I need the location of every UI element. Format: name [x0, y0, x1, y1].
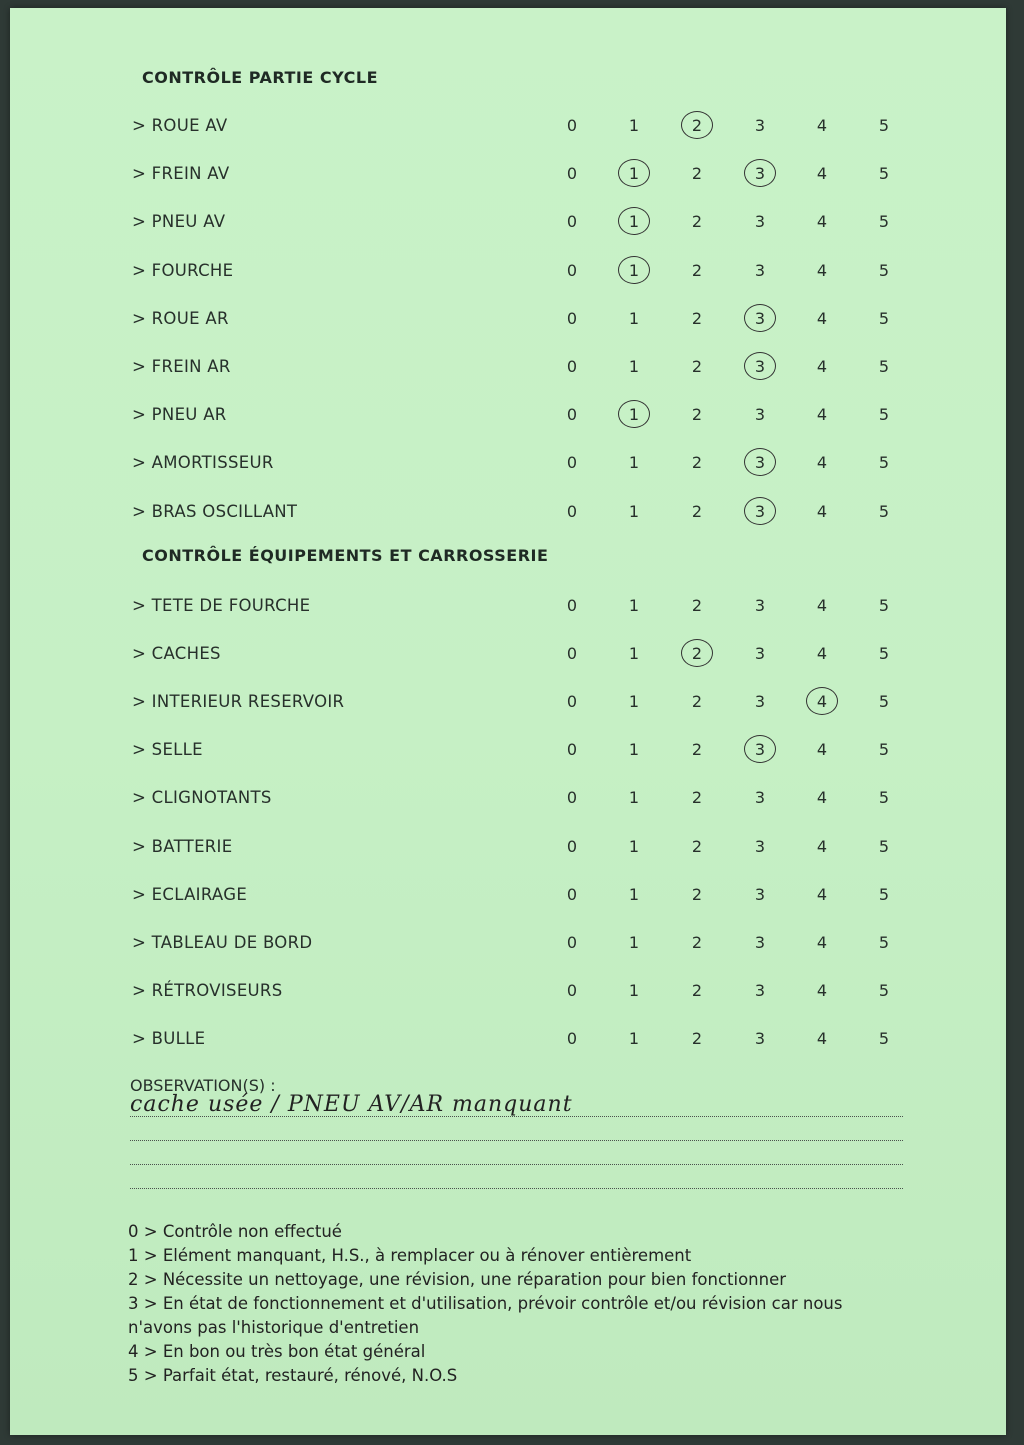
legend-line: 0 > Contrôle non effectué — [128, 1222, 342, 1241]
score-option[interactable]: 2 — [691, 932, 703, 952]
score-option[interactable]: 4 — [816, 164, 828, 184]
score-option[interactable]: 2 — [691, 596, 703, 615]
score-option[interactable]: 5 — [878, 308, 890, 328]
score-circled[interactable]: 2 — [685, 116, 709, 135]
score-option[interactable]: 2 — [691, 501, 703, 521]
section-title-cycle: CONTRÔLE PARTIE CYCLE — [142, 68, 378, 87]
observations-handwriting: cache usée / PNEU AV/AR manquant — [130, 1092, 573, 1117]
rating-row — [10, 405, 1006, 445]
row-label: > SELLE — [132, 740, 203, 760]
score-circled[interactable]: 3 — [748, 309, 772, 328]
rating-row — [10, 357, 1006, 397]
rating-row — [10, 212, 1006, 252]
score-option[interactable]: 5 — [878, 644, 890, 664]
legend-line: n'avons pas l'historique d'entretien — [128, 1318, 420, 1337]
score-option[interactable]: 5 — [878, 357, 890, 376]
score-option[interactable]: 4 — [816, 884, 828, 904]
score-option[interactable]: 0 — [566, 644, 578, 664]
score-circled[interactable]: 3 — [748, 502, 772, 521]
score-option[interactable]: 1 — [628, 116, 640, 135]
row-label: > FOURCHE — [132, 260, 234, 280]
score-option[interactable]: 3 — [754, 405, 766, 425]
score-circled[interactable]: 3 — [748, 357, 772, 376]
row-label: > ROUE AR — [132, 308, 229, 328]
row-label: > ROUE AV — [132, 116, 228, 135]
score-option[interactable]: 4 — [816, 1028, 828, 1048]
score-option[interactable]: 0 — [566, 357, 578, 376]
score-option[interactable]: 0 — [566, 980, 578, 1000]
row-label: > TABLEAU DE BORD — [132, 932, 313, 952]
score-option[interactable]: 3 — [754, 212, 766, 232]
score-option[interactable]: 0 — [566, 836, 578, 856]
score-option[interactable]: 5 — [878, 980, 890, 1000]
score-option[interactable]: 2 — [691, 1028, 703, 1048]
row-label: > AMORTISSEUR — [132, 453, 274, 473]
rating-row — [10, 261, 1006, 301]
score-option[interactable]: 4 — [816, 453, 828, 473]
score-option[interactable]: 1 — [628, 308, 640, 328]
score-option[interactable]: 1 — [628, 884, 640, 904]
score-circled[interactable]: 1 — [622, 164, 646, 183]
score-option[interactable]: 0 — [566, 308, 578, 328]
rating-row — [10, 644, 1006, 684]
observation-line — [130, 1140, 903, 1141]
score-option[interactable]: 5 — [878, 836, 890, 856]
score-option[interactable]: 0 — [566, 260, 578, 280]
score-option[interactable]: 4 — [816, 740, 828, 760]
row-label: > CACHES — [132, 644, 221, 664]
score-option[interactable]: 2 — [691, 260, 703, 280]
score-option[interactable]: 4 — [816, 788, 828, 808]
score-circled[interactable]: 4 — [810, 692, 834, 711]
legend-line: 1 > Elément manquant, H.S., à remplacer ou à rénover entièrement — [128, 1246, 692, 1265]
rating-row — [10, 453, 1006, 493]
score-option[interactable]: 0 — [566, 692, 578, 712]
score-option[interactable]: 3 — [754, 836, 766, 856]
score-option[interactable]: 0 — [566, 740, 578, 760]
score-option[interactable]: 1 — [628, 980, 640, 1000]
score-option[interactable]: 1 — [628, 932, 640, 952]
legend-line: 5 > Parfait état, restauré, rénové, N.O.S — [128, 1366, 458, 1385]
score-option[interactable]: 4 — [816, 501, 828, 521]
rating-row — [10, 1029, 1006, 1069]
score-option[interactable]: 0 — [566, 596, 578, 615]
observation-line — [130, 1188, 903, 1189]
score-option[interactable]: 3 — [754, 596, 766, 615]
score-option[interactable]: 3 — [754, 1028, 766, 1048]
score-option[interactable]: 5 — [878, 405, 890, 425]
score-option[interactable]: 2 — [691, 212, 703, 232]
score-option[interactable]: 1 — [628, 836, 640, 856]
score-option[interactable]: 0 — [566, 884, 578, 904]
score-circled[interactable]: 1 — [622, 212, 646, 231]
score-option[interactable]: 0 — [566, 453, 578, 473]
score-option[interactable]: 3 — [754, 980, 766, 1000]
score-option[interactable]: 2 — [691, 453, 703, 473]
score-option[interactable]: 0 — [566, 405, 578, 425]
row-label: > FREIN AR — [132, 357, 231, 376]
observation-line — [130, 1116, 903, 1117]
row-label: > PNEU AR — [132, 405, 227, 425]
score-option[interactable]: 5 — [878, 453, 890, 473]
rating-row — [10, 116, 1006, 156]
score-option[interactable]: 1 — [628, 453, 640, 473]
score-option[interactable]: 3 — [754, 116, 766, 135]
score-option[interactable]: 4 — [816, 116, 828, 135]
score-option[interactable]: 2 — [691, 164, 703, 184]
score-option[interactable]: 5 — [878, 692, 890, 712]
score-option[interactable]: 1 — [628, 501, 640, 521]
score-option[interactable]: 5 — [878, 260, 890, 280]
score-option[interactable]: 0 — [566, 788, 578, 808]
section-title-equipment: CONTRÔLE ÉQUIPEMENTS ET CARROSSERIE — [142, 546, 549, 565]
rating-row — [10, 788, 1006, 828]
legend-line: 2 > Nécessite un nettoyage, une révision, une réparation pour bien fonctionner — [128, 1270, 787, 1289]
rating-row — [10, 837, 1006, 877]
score-circled[interactable]: 2 — [685, 644, 709, 663]
score-option[interactable]: 5 — [878, 740, 890, 760]
score-option[interactable]: 5 — [878, 788, 890, 808]
legend-line: 4 > En bon ou très bon état général — [128, 1342, 426, 1361]
score-option[interactable]: 3 — [754, 692, 766, 712]
row-label: > ECLAIRAGE — [132, 884, 248, 904]
score-option[interactable]: 4 — [816, 357, 828, 376]
score-option[interactable]: 5 — [878, 116, 890, 135]
score-option[interactable]: 2 — [691, 740, 703, 760]
rating-row — [10, 885, 1006, 925]
score-option[interactable]: 1 — [628, 644, 640, 664]
score-option[interactable]: 4 — [816, 932, 828, 952]
rating-legend — [128, 1220, 928, 1388]
score-option[interactable]: 2 — [691, 788, 703, 808]
rating-row — [10, 309, 1006, 349]
row-label: > INTERIEUR RESERVOIR — [132, 692, 345, 712]
legend-line: 3 > En état de fonctionnement et d'utilisation, prévoir contrôle et/ou révision car nous — [128, 1294, 843, 1313]
rating-row — [10, 981, 1006, 1021]
inspection-sheet — [10, 8, 1006, 1435]
score-option[interactable]: 4 — [816, 260, 828, 280]
score-circled[interactable]: 1 — [622, 405, 646, 424]
score-option[interactable]: 4 — [816, 644, 828, 664]
score-option[interactable]: 5 — [878, 501, 890, 521]
score-option[interactable]: 0 — [566, 1028, 578, 1048]
score-option[interactable]: 4 — [816, 212, 828, 232]
score-circled[interactable]: 3 — [748, 164, 772, 183]
score-option[interactable]: 1 — [628, 1028, 640, 1048]
score-circled[interactable]: 3 — [748, 453, 772, 472]
score-option[interactable]: 3 — [754, 788, 766, 808]
score-option[interactable]: 2 — [691, 836, 703, 856]
score-option[interactable]: 1 — [628, 788, 640, 808]
score-option[interactable]: 0 — [566, 501, 578, 521]
score-option[interactable]: 0 — [566, 116, 578, 135]
row-label: > PNEU AV — [132, 212, 226, 232]
rating-row — [10, 933, 1006, 973]
score-option[interactable]: 1 — [628, 692, 640, 712]
score-option[interactable]: 0 — [566, 164, 578, 184]
score-option[interactable]: 5 — [878, 212, 890, 232]
score-option[interactable]: 1 — [628, 596, 640, 615]
score-option[interactable]: 1 — [628, 357, 640, 376]
observation-line — [130, 1164, 903, 1165]
rating-row — [10, 164, 1006, 204]
observations-label: OBSERVATION(S) : — [130, 1076, 276, 1095]
score-option[interactable]: 4 — [816, 405, 828, 425]
score-option[interactable]: 3 — [754, 260, 766, 280]
score-option[interactable]: 2 — [691, 308, 703, 328]
rating-row — [10, 596, 1006, 636]
row-label: > BULLE — [132, 1028, 206, 1048]
score-option[interactable]: 5 — [878, 596, 890, 615]
score-option[interactable]: 5 — [878, 164, 890, 184]
score-option[interactable]: 3 — [754, 884, 766, 904]
rating-row — [10, 692, 1006, 732]
score-option[interactable]: 2 — [691, 980, 703, 1000]
score-option[interactable]: 5 — [878, 884, 890, 904]
score-option[interactable]: 2 — [691, 405, 703, 425]
score-option[interactable]: 5 — [878, 932, 890, 952]
row-label: > BRAS OSCILLANT — [132, 501, 298, 521]
score-option[interactable]: 1 — [628, 740, 640, 760]
score-circled[interactable]: 1 — [622, 261, 646, 280]
score-option[interactable]: 4 — [816, 596, 828, 615]
row-label: > TETE DE FOURCHE — [132, 596, 311, 615]
row-label: > CLIGNOTANTS — [132, 788, 272, 808]
row-label: > FREIN AV — [132, 164, 230, 184]
score-option[interactable]: 0 — [566, 932, 578, 952]
row-label: > RÉTROVISEURS — [132, 980, 283, 1000]
score-circled[interactable]: 3 — [748, 740, 772, 759]
rating-row — [10, 502, 1006, 542]
score-option[interactable]: 4 — [816, 980, 828, 1000]
score-option[interactable]: 3 — [754, 932, 766, 952]
score-option[interactable]: 2 — [691, 692, 703, 712]
score-option[interactable]: 5 — [878, 1028, 890, 1048]
score-option[interactable]: 4 — [816, 308, 828, 328]
row-label: > BATTERIE — [132, 836, 233, 856]
score-option[interactable]: 2 — [691, 884, 703, 904]
score-option[interactable]: 0 — [566, 212, 578, 232]
score-option[interactable]: 4 — [816, 836, 828, 856]
score-option[interactable]: 3 — [754, 644, 766, 664]
rating-row — [10, 740, 1006, 780]
score-option[interactable]: 2 — [691, 357, 703, 376]
